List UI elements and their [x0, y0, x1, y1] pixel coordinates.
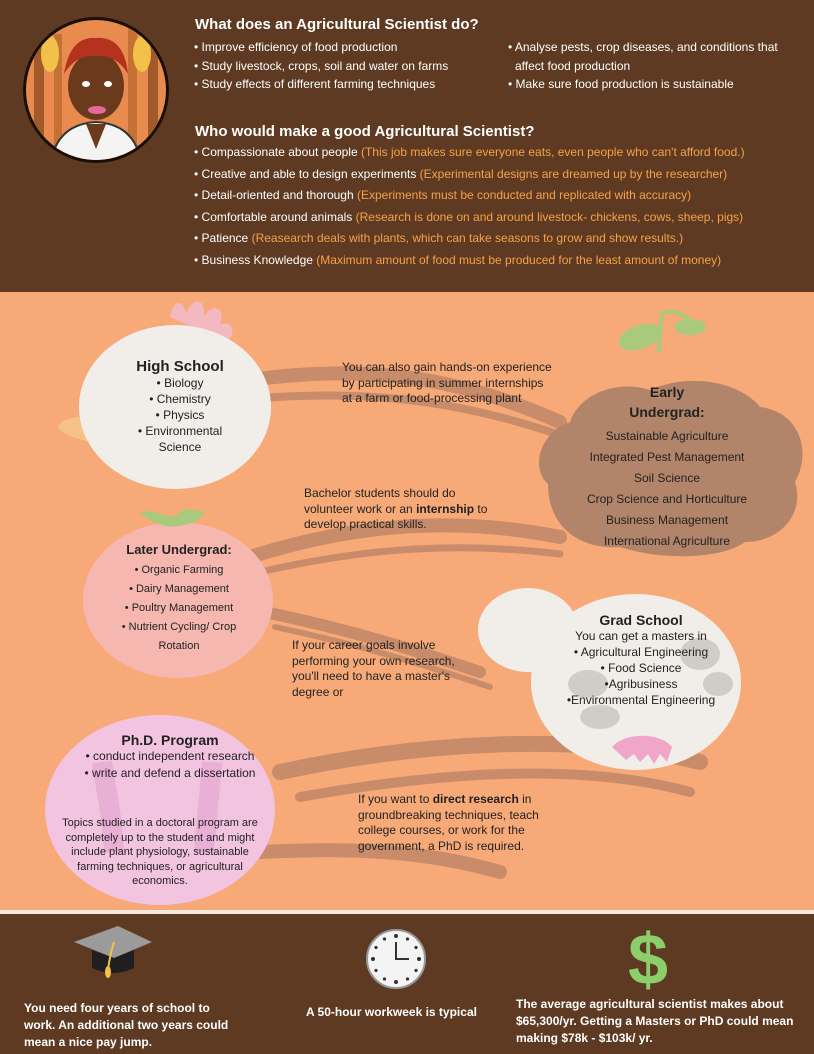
- high-school-item: Science: [158, 440, 202, 454]
- early-undergrad-title: Early: [649, 384, 685, 400]
- dollar-icon: $: [628, 920, 669, 1000]
- later-undergrad-item: • Dairy Management: [129, 583, 229, 595]
- phd-title: Ph.D. Program: [121, 732, 219, 748]
- bachelor-note: Bachelor students should do volunteer work or an internship to develop practical skills.: [304, 486, 488, 531]
- later-undergrad-title: Later Undergrad:: [126, 542, 232, 557]
- later-undergrad-item: • Organic Farming: [134, 564, 224, 576]
- early-undergrad-subtitle: Undergrad:: [629, 404, 705, 420]
- school-fact: You need four years of school to work. An additional two years could mean a nice pay jump.: [24, 1001, 229, 1049]
- phd-card: [60, 732, 280, 781]
- internship-note: You can also gain hands-on experience by participating in summer internships at a farm or food-processing plant: [342, 360, 552, 405]
- quality-item: • Business Knowledge (Maximum amount of food must be produced for the least amount of money): [194, 252, 722, 267]
- what-list-left: [194, 38, 504, 94]
- early-undergrad-item: Business Management: [605, 513, 729, 527]
- top-section: [0, 0, 814, 292]
- what-item: • Make sure food production is sustainable: [508, 77, 734, 91]
- research-note: If you want to direct research in groundbreaking techniques, teach college courses, or work for the government, a PhD is required.: [358, 792, 539, 853]
- facts-section: [0, 910, 814, 1054]
- workweek-fact: A 50-hour workweek is typical: [306, 1005, 477, 1019]
- phd-topics: Topics studied in a doctoral program are completely up to the student and might include plant physiology, sustainable farming techniques, or agricultural economics.: [62, 817, 258, 887]
- scientist-avatar: [20, 14, 172, 166]
- high-school-item: • Biology: [156, 376, 204, 390]
- clock-icon: [365, 928, 427, 990]
- quality-item: • Detail-oriented and thorough (Experiments must be conducted and replicated with accuracy): [194, 188, 692, 202]
- later-undergrad-item: • Poultry Management: [124, 602, 234, 614]
- grad-school-item: You can get a masters in: [575, 629, 707, 643]
- grad-school-title: Grad School: [599, 612, 683, 628]
- high-school-card: [100, 358, 260, 455]
- career-note: If your career goals involve performing your own research, you'll need to have a master's degree or: [292, 638, 455, 699]
- who-title: Who would make a good Agricultural Scientist?: [195, 123, 535, 140]
- phd-item: • write and defend a dissertation: [84, 765, 256, 780]
- qualities-list: [194, 142, 804, 271]
- what-item: • Study effects of different farming techniques: [194, 77, 436, 91]
- what-list-right: [508, 38, 808, 94]
- salary-fact: The average agricultural scientist makes about $65,300/yr. Getting a Masters or PhD could mean making $78k - $103k/ yr.: [516, 997, 794, 1045]
- grad-school-item: •Environmental Engineering: [566, 693, 716, 707]
- quality-item: • Creative and able to design experiments (Experimental designs are dreamed up by the researcher): [194, 166, 728, 181]
- early-undergrad-item: Soil Science: [633, 471, 701, 485]
- early-undergrad-item: Integrated Pest Management: [589, 450, 745, 464]
- quality-item: • Compassionate about people (This job makes sure everyone eats, even people who can't afford food.): [194, 145, 745, 159]
- grad-school-item: •Agribusiness: [604, 677, 678, 691]
- high-school-item: • Chemistry: [149, 392, 211, 406]
- what-item: affect food production: [515, 58, 631, 73]
- early-undergrad-item: Crop Science and Horticulture: [586, 492, 748, 506]
- later-undergrad-card: [96, 542, 262, 656]
- quality-item: • Comfortable around animals (Research is done on and around livestock- chickens, cows, sheep, pigs): [194, 209, 744, 224]
- high-school-item: • Environmental: [137, 424, 223, 438]
- early-undergrad-card: [562, 382, 772, 552]
- what-item: • Study livestock, crops, soil and water on farms: [194, 58, 449, 73]
- what-item: • Improve efficiency of food production: [194, 40, 398, 54]
- early-undergrad-item: International Agriculture: [603, 534, 731, 548]
- later-undergrad-item: • Nutrient Cycling/ Crop: [121, 621, 237, 633]
- quality-item: • Patience (Reasearch deals with plants, which can take seasons to grow and show results.): [194, 231, 684, 245]
- grad-school-item: • Food Science: [600, 661, 682, 675]
- phd-item: • conduct independent research: [85, 749, 255, 763]
- high-school-title: High School: [136, 358, 224, 375]
- grad-school-card: [556, 612, 726, 708]
- pathway-section: [0, 292, 814, 910]
- early-undergrad-item: Sustainable Agriculture: [605, 429, 729, 443]
- grad-school-item: • Agricultural Engineering: [573, 645, 709, 659]
- what-item: • Analyse pests, crop diseases, and conditions that: [508, 40, 778, 54]
- later-undergrad-item: Rotation: [158, 640, 200, 652]
- what-title: What does an Agricultural Scientist do?: [195, 16, 479, 33]
- high-school-item: • Physics: [155, 408, 205, 422]
- graduation-cap-icon: [70, 924, 156, 984]
